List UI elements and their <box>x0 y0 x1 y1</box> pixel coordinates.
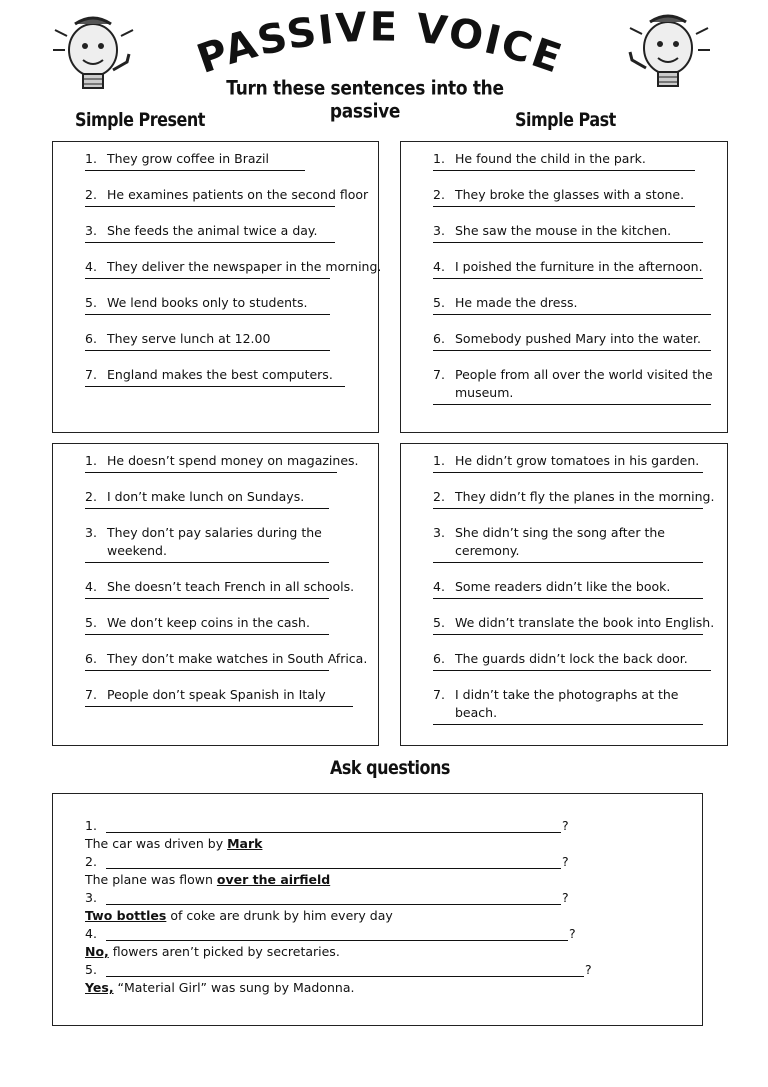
highlighted-answer: Mark <box>227 836 263 851</box>
item-number: 6. <box>85 651 97 666</box>
svg-text:PASSIVE VOICE <box>192 8 569 83</box>
lightbulb-cartoon-right-icon <box>620 8 715 103</box>
answer-line[interactable] <box>85 598 329 599</box>
answer-line[interactable] <box>85 386 345 387</box>
item-sentence: They didn’t fly the planes in the morning. <box>455 489 715 504</box>
answer-statement <box>85 980 354 995</box>
item-sentence: Somebody pushed Mary into the water. <box>455 331 702 346</box>
exercise-item <box>85 258 381 276</box>
highlighted-answer: No, <box>85 944 109 959</box>
item-number: 3. <box>85 525 97 540</box>
exercise-item <box>85 488 304 506</box>
item-sentence: We lend books only to students. <box>107 295 308 310</box>
question-answer-line[interactable] <box>106 868 561 869</box>
exercise-item <box>433 366 713 402</box>
question-mark: ? <box>562 890 569 905</box>
question-mark: ? <box>569 926 576 941</box>
answer-line[interactable] <box>85 472 337 473</box>
question-answer-line[interactable] <box>106 940 568 941</box>
answer-line[interactable] <box>85 670 329 671</box>
answer-line[interactable] <box>85 242 335 243</box>
exercise-item <box>85 452 359 470</box>
item-sentence: He doesn’t spend money on magazines. <box>107 453 359 468</box>
present-affirmative-box <box>52 141 382 433</box>
item-sentence: They don’t make watches in South Africa. <box>107 651 368 666</box>
item-sentence: He didn’t grow tomatoes in his garden. <box>455 453 700 468</box>
item-number: 3. <box>85 223 97 238</box>
exercise-item <box>85 330 270 348</box>
exercise-item <box>433 222 671 240</box>
ask-questions-heading: Ask questions <box>330 756 450 779</box>
answer-line[interactable] <box>433 278 703 279</box>
answer-line[interactable] <box>433 508 703 509</box>
item-sentence: She didn’t sing the song after the ceremony. <box>455 525 665 558</box>
item-number: 4. <box>433 259 445 274</box>
item-number: 7. <box>433 687 445 702</box>
item-number: 2. <box>85 489 97 504</box>
item-number: 3. <box>433 525 445 540</box>
instructions: Turn these sentences into the passive <box>226 77 504 123</box>
exercise-item <box>433 330 701 348</box>
item-number: 1. <box>433 151 445 166</box>
answer-line[interactable] <box>433 314 711 315</box>
question-answer-line[interactable] <box>106 904 561 905</box>
item-sentence: They don’t pay salaries during the weekend. <box>107 525 322 558</box>
answer-line[interactable] <box>85 314 330 315</box>
item-number: 3. <box>433 223 445 238</box>
item-number: 2. <box>433 489 445 504</box>
highlighted-answer: Two bottles <box>85 908 167 923</box>
item-number: 6. <box>85 331 97 346</box>
item-number: 2. <box>433 187 445 202</box>
item-sentence: They deliver the newspaper in the morning. <box>107 259 382 274</box>
question-answer-line[interactable] <box>106 832 561 833</box>
exercise-item <box>433 294 577 312</box>
highlighted-answer: Yes, <box>85 980 114 995</box>
question-answer-line[interactable] <box>106 976 584 977</box>
answer-line[interactable] <box>85 206 335 207</box>
answer-line[interactable] <box>433 634 703 635</box>
item-sentence: The guards didn’t lock the back door. <box>455 651 688 666</box>
exercise-item <box>85 294 307 312</box>
item-number: 4. <box>85 259 97 274</box>
answer-line[interactable] <box>433 170 695 171</box>
question-number: 2. <box>85 854 97 869</box>
answer-line[interactable] <box>85 170 305 171</box>
exercise-item <box>85 150 269 168</box>
question-mark: ? <box>562 818 569 833</box>
statement-text: The car was driven by <box>85 836 228 851</box>
item-number: 5. <box>85 615 97 630</box>
question-mark: ? <box>585 962 592 977</box>
exercise-item <box>85 524 322 560</box>
answer-statement <box>85 836 262 851</box>
answer-line[interactable] <box>433 472 703 473</box>
highlighted-answer: over the airfield <box>216 872 331 887</box>
item-sentence: Some readers didn’t like the book. <box>455 579 671 594</box>
exercise-item <box>85 222 318 240</box>
simple-past-label: Simple Past <box>515 108 616 131</box>
exercise-item <box>433 452 699 470</box>
answer-line[interactable] <box>433 206 695 207</box>
item-sentence: He made the dress. <box>455 295 578 310</box>
statement-text: of coke are drunk by him every day <box>166 908 393 923</box>
exercise-item <box>433 578 670 596</box>
answer-line[interactable] <box>85 634 329 635</box>
question-mark: ? <box>562 854 569 869</box>
statement-text: “Material Girl” was sung by Madonna. <box>113 980 355 995</box>
answer-line[interactable] <box>433 562 703 563</box>
item-number: 7. <box>85 687 97 702</box>
item-number: 2. <box>85 187 97 202</box>
exercise-item <box>433 650 688 668</box>
item-sentence: England makes the best computers. <box>107 367 333 382</box>
item-sentence: He examines patients on the second floor <box>107 187 369 202</box>
exercise-item <box>85 650 367 668</box>
simple-present-label: Simple Present <box>75 108 205 131</box>
item-sentence: I poished the furniture in the afternoon. <box>455 259 703 274</box>
page-title-text: PASSIVE VOICE <box>191 8 569 83</box>
item-sentence: They serve lunch at 12.00 <box>107 331 271 346</box>
answer-line[interactable] <box>433 350 711 351</box>
question-number: 5. <box>85 962 97 977</box>
item-number: 7. <box>85 367 97 382</box>
statement-text: flowers aren’t picked by secretaries. <box>108 944 340 959</box>
exercise-item <box>85 186 368 204</box>
answer-line[interactable] <box>85 706 353 707</box>
question-number: 3. <box>85 890 97 905</box>
exercise-item <box>85 366 333 384</box>
answer-line[interactable] <box>85 350 330 351</box>
exercise-item <box>433 186 684 204</box>
question-number: 1. <box>85 818 97 833</box>
exercise-item <box>433 258 703 276</box>
exercise-item <box>433 488 714 506</box>
lightbulb-cartoon-left-icon <box>45 10 140 105</box>
item-number: 1. <box>433 453 445 468</box>
item-sentence: He found the child in the park. <box>455 151 646 166</box>
item-sentence: We didn’t translate the book into English. <box>455 615 715 630</box>
exercise-item <box>433 614 714 632</box>
answer-line[interactable] <box>433 598 703 599</box>
exercise-item <box>433 150 646 168</box>
answer-statement <box>85 944 340 959</box>
answer-line[interactable] <box>85 278 330 279</box>
item-number: 6. <box>433 651 445 666</box>
item-sentence: She saw the mouse in the kitchen. <box>455 223 672 238</box>
item-number: 1. <box>85 453 97 468</box>
answer-statement <box>85 872 330 887</box>
item-sentence: I didn’t take the photographs at the beach. <box>455 687 679 720</box>
exercise-item <box>85 614 310 632</box>
item-sentence: They grow coffee in Brazil <box>107 151 269 166</box>
item-number: 7. <box>433 367 445 382</box>
exercise-item <box>85 578 354 596</box>
exercise-item <box>85 686 326 704</box>
page-title <box>170 8 590 88</box>
item-sentence: We don’t keep coins in the cash. <box>107 615 310 630</box>
item-sentence: People don’t speak Spanish in Italy <box>107 687 326 702</box>
exercise-item <box>433 686 678 722</box>
item-sentence: She doesn’t teach French in all schools. <box>107 579 355 594</box>
item-sentence: She feeds the animal twice a day. <box>107 223 318 238</box>
answer-line[interactable] <box>433 724 703 725</box>
answer-line[interactable] <box>85 508 329 509</box>
item-number: 1. <box>85 151 97 166</box>
answer-statement <box>85 908 393 923</box>
item-number: 5. <box>433 295 445 310</box>
item-number: 4. <box>85 579 97 594</box>
item-number: 4. <box>433 579 445 594</box>
item-sentence: I don’t make lunch on Sundays. <box>107 489 305 504</box>
question-number: 4. <box>85 926 97 941</box>
item-number: 6. <box>433 331 445 346</box>
answer-line[interactable] <box>433 404 711 405</box>
answer-line[interactable] <box>85 562 329 563</box>
answer-line[interactable] <box>433 242 703 243</box>
exercise-item <box>433 524 665 560</box>
item-number: 5. <box>433 615 445 630</box>
statement-text: The plane was flown <box>85 872 217 887</box>
item-number: 5. <box>85 295 97 310</box>
item-sentence: They broke the glasses with a stone. <box>455 187 685 202</box>
answer-line[interactable] <box>433 670 711 671</box>
item-sentence: People from all over the world visited the museum. <box>455 367 713 400</box>
